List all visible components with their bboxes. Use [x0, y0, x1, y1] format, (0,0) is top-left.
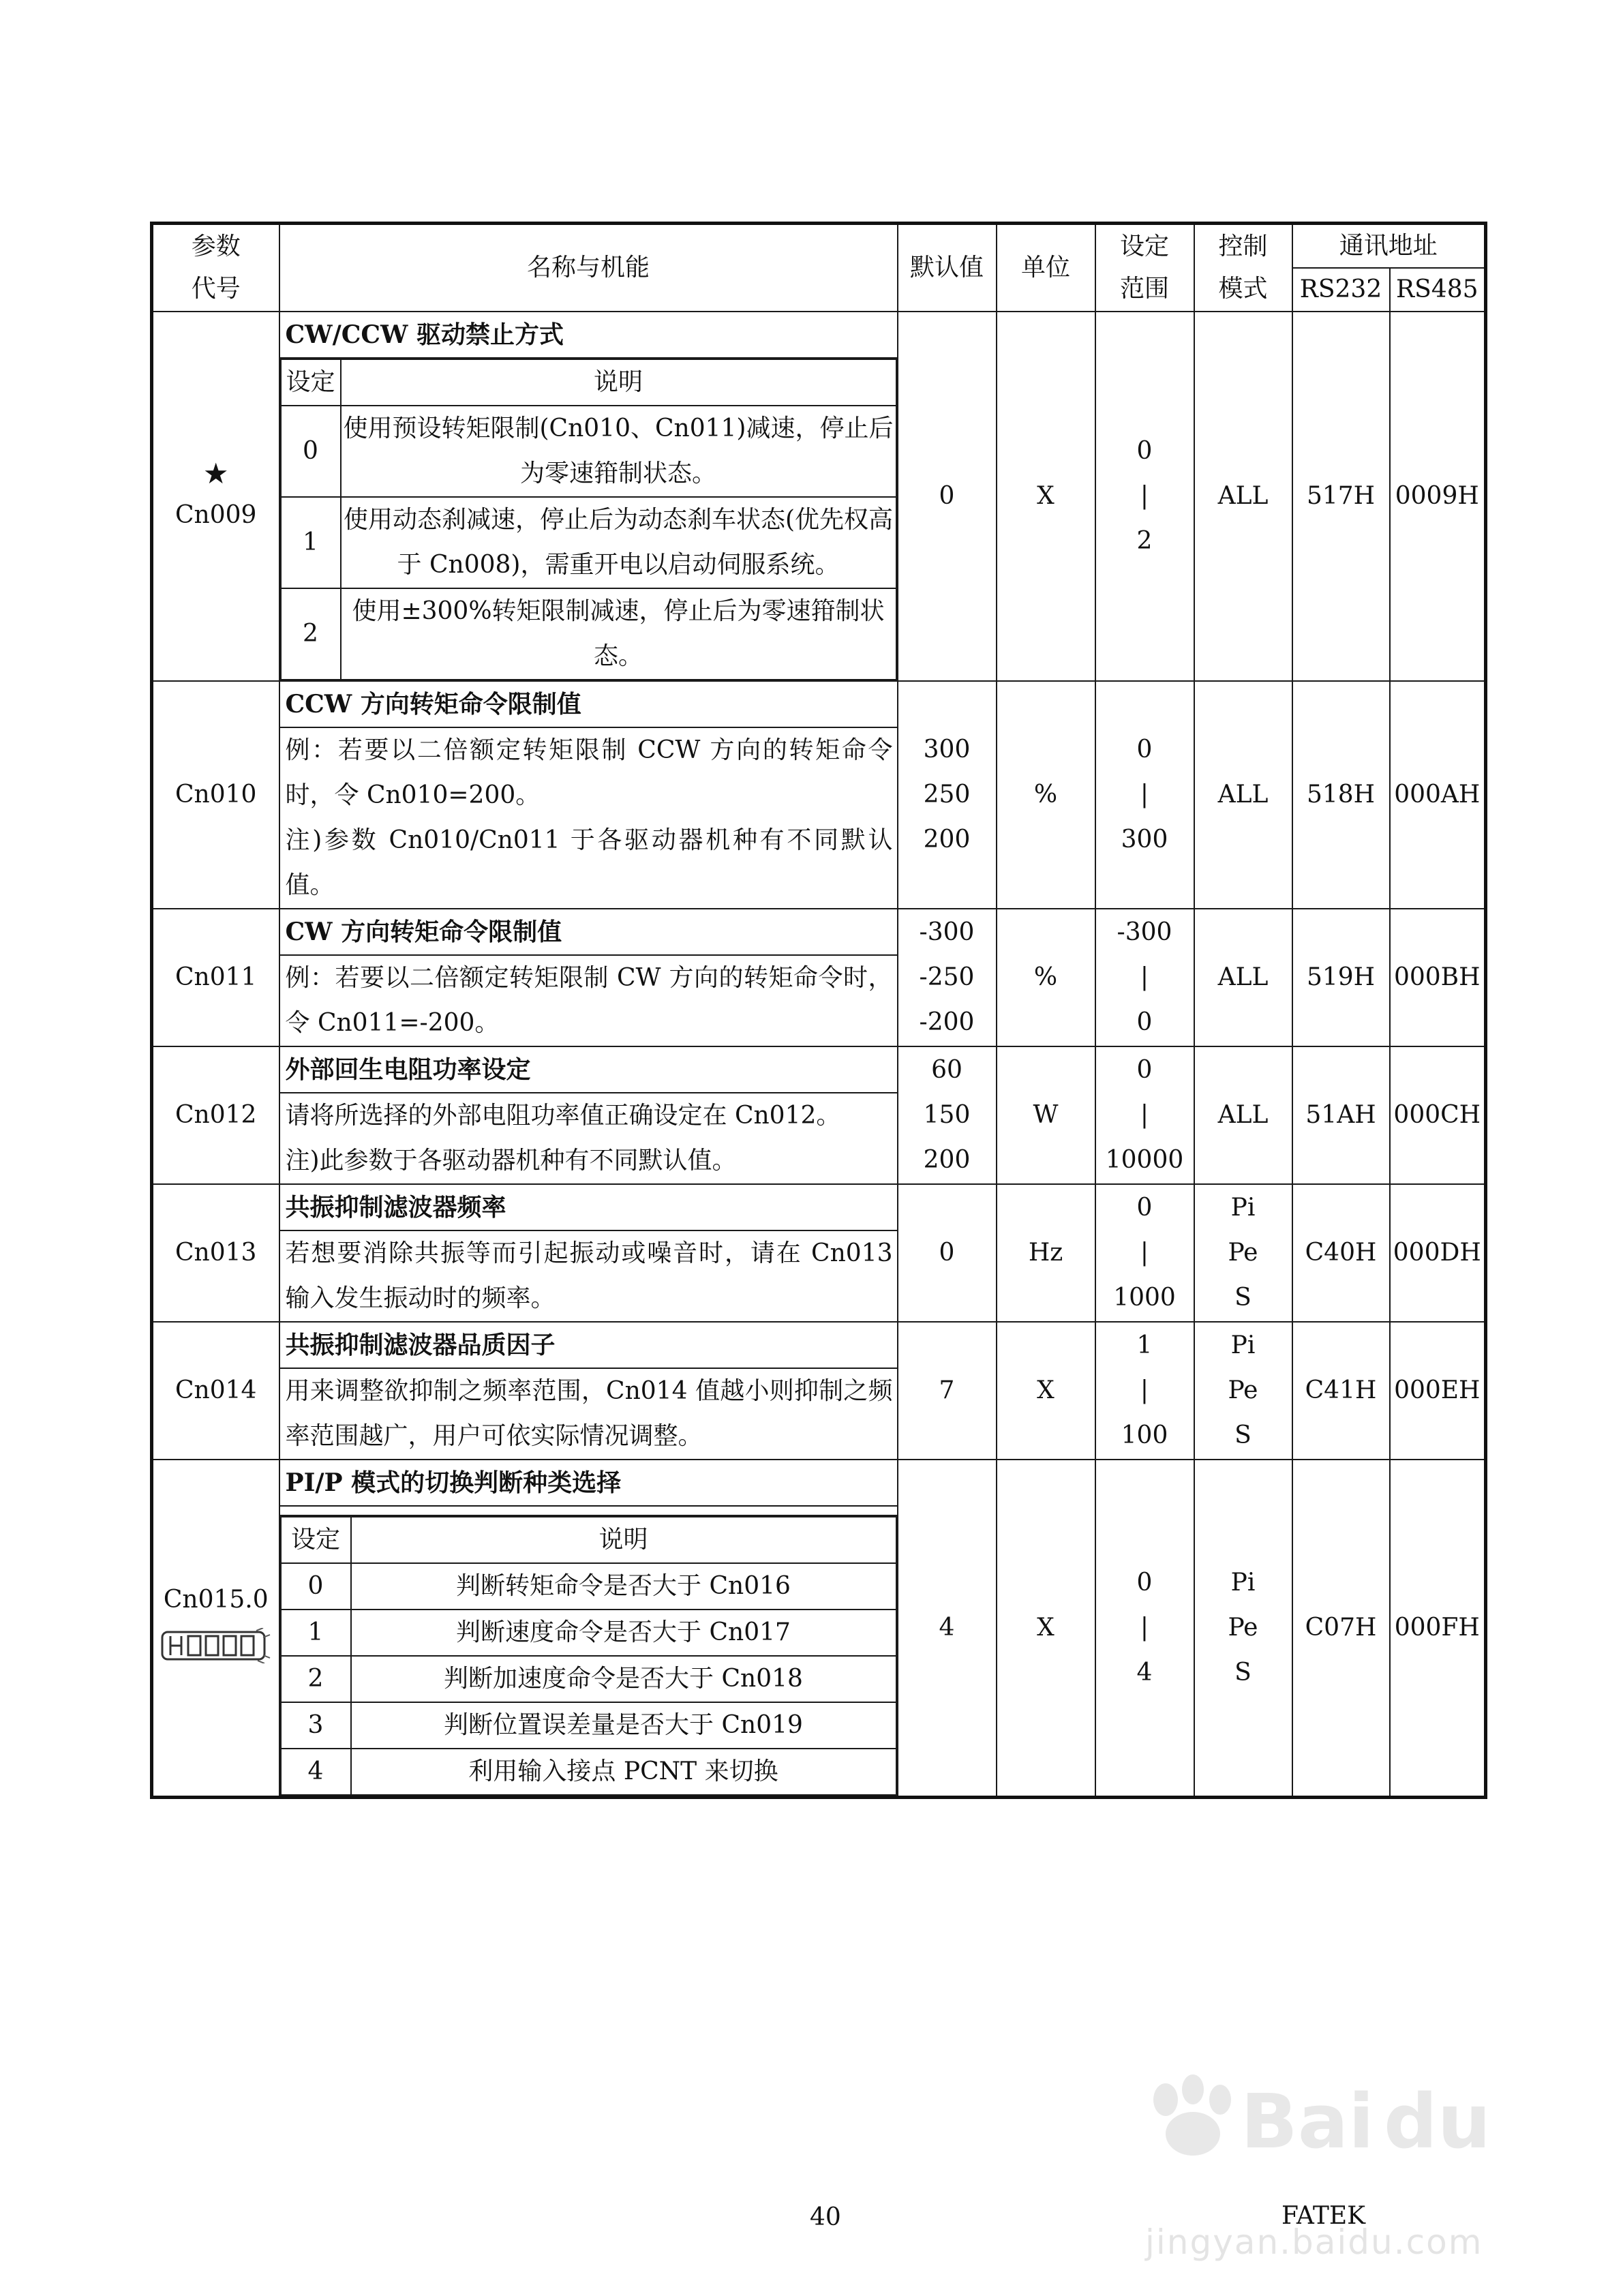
range-sep: | [1140, 1614, 1149, 1642]
param-title: CCW 方向转矩命令限制值 [280, 682, 897, 728]
range-min: 0 [1136, 1194, 1153, 1222]
setting-value: 0 [281, 1563, 351, 1610]
header-range-line1: 设定 [1119, 232, 1169, 260]
param-title: 外部回生电阻功率设定 [280, 1047, 897, 1093]
unit-value: W [997, 1046, 1095, 1184]
unit-value: % [997, 681, 1095, 909]
param-code-text: Cn009 [175, 501, 257, 529]
param-code-text: Cn015.0 [163, 1586, 269, 1614]
param-description [279, 312, 898, 681]
setting-desc: 判断位置误差量是否大于 Cn019 [351, 1702, 896, 1749]
header-mode-line2: 模式 [1218, 275, 1268, 303]
range-sep: | [1140, 1239, 1149, 1267]
header-code [152, 224, 279, 312]
rs485-address: 000EH [1390, 1322, 1486, 1460]
range-min: 1 [1136, 1331, 1153, 1359]
setting-desc: 利用输入接点 PCNT 来切换 [351, 1749, 896, 1795]
mode-option: Pi [1230, 1331, 1256, 1359]
param-code: Cn013 [152, 1184, 279, 1322]
header-range [1095, 224, 1194, 312]
setting-value: 4 [281, 1749, 351, 1795]
range-sep: | [1140, 781, 1149, 809]
page-number: 40 [810, 2203, 841, 2231]
table-row [152, 1046, 1486, 1184]
mode-option: Pe [1228, 1614, 1258, 1642]
range-max: 1000 [1113, 1284, 1176, 1312]
unit-value: X [997, 1322, 1095, 1460]
param-title: CW 方向转矩命令限制值 [280, 909, 897, 956]
param-description [279, 681, 898, 909]
range-max: 100 [1121, 1421, 1168, 1449]
param-code: Cn014 [152, 1322, 279, 1460]
table-row [152, 1460, 1486, 1798]
setting-desc: 使用动态刹减速，停止后为动态刹车状态(优先权高于 Cn008)，需重开电以启动伺服系统。 [341, 497, 896, 588]
default-value [898, 909, 997, 1046]
default-value [898, 681, 997, 909]
mode-option: Pe [1228, 1239, 1258, 1267]
mode-option: Pe [1228, 1376, 1258, 1404]
range-sep: | [1140, 1101, 1149, 1129]
range-max: 300 [1121, 826, 1168, 854]
settings-header-set: 设定 [281, 1517, 351, 1563]
range-max: 0 [1136, 1008, 1153, 1036]
rs485-address: 000FH [1390, 1460, 1486, 1798]
setting-value: 2 [281, 1656, 351, 1702]
mode-value [1194, 1184, 1292, 1322]
range-max: 10000 [1105, 1146, 1184, 1174]
watermark-url: jingyan.baidu.com [1145, 2222, 1483, 2262]
settings-table [280, 1516, 897, 1796]
setting-desc: 使用预设转矩限制(Cn010、Cn011)减速，停止后为零速箝制状态。 [341, 406, 896, 497]
range-max: 2 [1136, 527, 1153, 555]
header-comm: 通讯地址 [1292, 224, 1486, 269]
default-option: 300 [923, 736, 971, 764]
rs485-address: 0009H [1390, 312, 1486, 681]
setting-desc: 判断加速度命令是否大于 Cn018 [351, 1656, 896, 1702]
param-title: PI/P 模式的切换判断种类选择 [280, 1460, 897, 1507]
default-option: 200 [923, 826, 971, 854]
param-title: 共振抑制滤波器频率 [280, 1185, 897, 1231]
header-mode-line1: 控制 [1218, 232, 1268, 260]
mode-value: ALL [1194, 909, 1292, 1046]
mode-value [1194, 1322, 1292, 1460]
mode-option: S [1234, 1284, 1252, 1312]
default-value: 0 [898, 312, 997, 681]
footer-brand: FATEK [1281, 2202, 1366, 2230]
default-option: 60 [931, 1056, 962, 1084]
rs232-address: C40H [1292, 1184, 1390, 1322]
rs485-address: 000DH [1390, 1184, 1486, 1322]
range-min: 0 [1136, 736, 1153, 764]
setting-desc: 使用±300%转矩限制减速，停止后为零速箝制状态。 [341, 588, 896, 680]
default-option: 200 [923, 1146, 971, 1174]
rs232-address: 51AH [1292, 1046, 1390, 1184]
param-code: Cn012 [152, 1046, 279, 1184]
table-row [152, 312, 1486, 681]
mode-option: S [1234, 1421, 1252, 1449]
mode-option: Pi [1230, 1194, 1256, 1222]
table-row [152, 909, 1486, 1046]
mode-value [1194, 1460, 1292, 1798]
header-code-line2: 代号 [191, 275, 241, 303]
param-body: 若想要消除共振等而引起振动或噪音时，请在 Cn013 输入发生振动时的频率。 [285, 1239, 893, 1312]
parameter-table [150, 222, 1487, 1799]
default-value: 4 [898, 1460, 997, 1798]
svg-text:du: du [1384, 2078, 1491, 2165]
range-value [1095, 909, 1194, 1046]
header-mode [1194, 224, 1292, 312]
table-row [152, 681, 1486, 909]
range-min: 0 [1136, 1056, 1153, 1084]
settings-header-desc: 说明 [341, 359, 896, 406]
param-body: 请将所选择的外部电阻功率值正确设定在 Cn012。 [285, 1102, 841, 1130]
param-body: 用来调整欲抑制之频率范围，Cn014 值越小则抑制之频率范围越广，用户可依实际情况调整。 [285, 1377, 893, 1450]
rs485-address: 000CH [1390, 1046, 1486, 1184]
param-description [279, 1460, 898, 1798]
param-description [279, 1184, 898, 1322]
range-min: 0 [1136, 437, 1153, 465]
setting-desc: 判断转矩命令是否大于 Cn016 [351, 1563, 896, 1610]
mode-option: Pi [1230, 1569, 1256, 1597]
settings-table [280, 359, 897, 680]
svg-text:Bai: Bai [1241, 2078, 1374, 2165]
seven-segment-display-icon [161, 1628, 271, 1663]
star-icon: ★ [202, 457, 229, 490]
range-value [1095, 1184, 1194, 1322]
range-sep: | [1140, 963, 1149, 991]
mode-value: ALL [1194, 1046, 1292, 1184]
setting-value: 2 [281, 588, 341, 680]
setting-value: 1 [281, 1610, 351, 1656]
unit-value: X [997, 312, 1095, 681]
header-code-line1: 参数 [191, 232, 241, 260]
rs232-address: 517H [1292, 312, 1390, 681]
settings-header-set: 设定 [281, 359, 341, 406]
mode-value: ALL [1194, 681, 1292, 909]
header-name: 名称与机能 [279, 224, 898, 312]
settings-header-desc: 说明 [351, 1517, 896, 1563]
header-unit: 单位 [997, 224, 1095, 312]
setting-value: 0 [281, 406, 341, 497]
baidu-watermark [1125, 2059, 1506, 2263]
header-range-line2: 范围 [1119, 275, 1169, 303]
range-value [1095, 1460, 1194, 1798]
default-value [898, 1046, 997, 1184]
range-max: 4 [1136, 1659, 1153, 1687]
setting-value: 3 [281, 1702, 351, 1749]
rs232-address: C07H [1292, 1460, 1390, 1798]
header-rs485: RS485 [1390, 268, 1486, 312]
param-code: Cn010 [152, 681, 279, 909]
default-option: -200 [919, 1008, 975, 1036]
mode-option: S [1234, 1659, 1252, 1687]
param-note: 注)参数 Cn010/Cn011 于各驱动器机种有不同默认值。 [285, 826, 893, 899]
param-description [279, 1322, 898, 1460]
range-value [1095, 312, 1194, 681]
setting-value: 1 [281, 497, 341, 588]
param-title: 共振抑制滤波器品质因子 [280, 1323, 897, 1369]
range-value [1095, 681, 1194, 909]
default-value: 7 [898, 1322, 997, 1460]
rs232-address: 518H [1292, 681, 1390, 909]
param-description [279, 909, 898, 1046]
header-rs232: RS232 [1292, 268, 1390, 312]
mode-value: ALL [1194, 312, 1292, 681]
default-option: -300 [919, 918, 975, 946]
range-min: -300 [1117, 918, 1172, 946]
param-code [152, 1460, 279, 1798]
unit-value: Hz [997, 1184, 1095, 1322]
header-default: 默认值 [898, 224, 997, 312]
default-option: 150 [923, 1101, 971, 1129]
unit-value: X [997, 1460, 1095, 1798]
default-option: -250 [919, 963, 975, 991]
rs232-address: 519H [1292, 909, 1390, 1046]
table-row [152, 1322, 1486, 1460]
rs485-address: 000BH [1390, 909, 1486, 1046]
unit-value: % [997, 909, 1095, 1046]
rs485-address: 000AH [1390, 681, 1486, 909]
baidu-paw-icon [1125, 2059, 1506, 2222]
range-value [1095, 1046, 1194, 1184]
param-code: Cn011 [152, 909, 279, 1046]
rs232-address: C41H [1292, 1322, 1390, 1460]
default-option: 250 [923, 781, 971, 809]
param-note: 注)此参数于各驱动器机种有不同默认值。 [285, 1147, 737, 1175]
param-body: 例：若要以二倍额定转矩限制 CCW 方向的转矩命令时，令 Cn010=200。 [285, 736, 893, 809]
param-title: CW/CCW 驱动禁止方式 [280, 312, 897, 359]
table-row [152, 1184, 1486, 1322]
range-min: 0 [1136, 1569, 1153, 1597]
param-description [279, 1046, 898, 1184]
param-body: 例：若要以二倍额定转矩限制 CW 方向的转矩命令时，令 Cn011=-200。 [285, 964, 893, 1037]
setting-desc: 判断速度命令是否大于 Cn017 [351, 1610, 896, 1656]
range-value [1095, 1322, 1194, 1460]
default-value: 0 [898, 1184, 997, 1322]
range-sep: | [1140, 482, 1149, 510]
range-sep: | [1140, 1376, 1149, 1404]
param-code [152, 312, 279, 681]
seven-segment-display-icon-svg [161, 1628, 271, 1663]
